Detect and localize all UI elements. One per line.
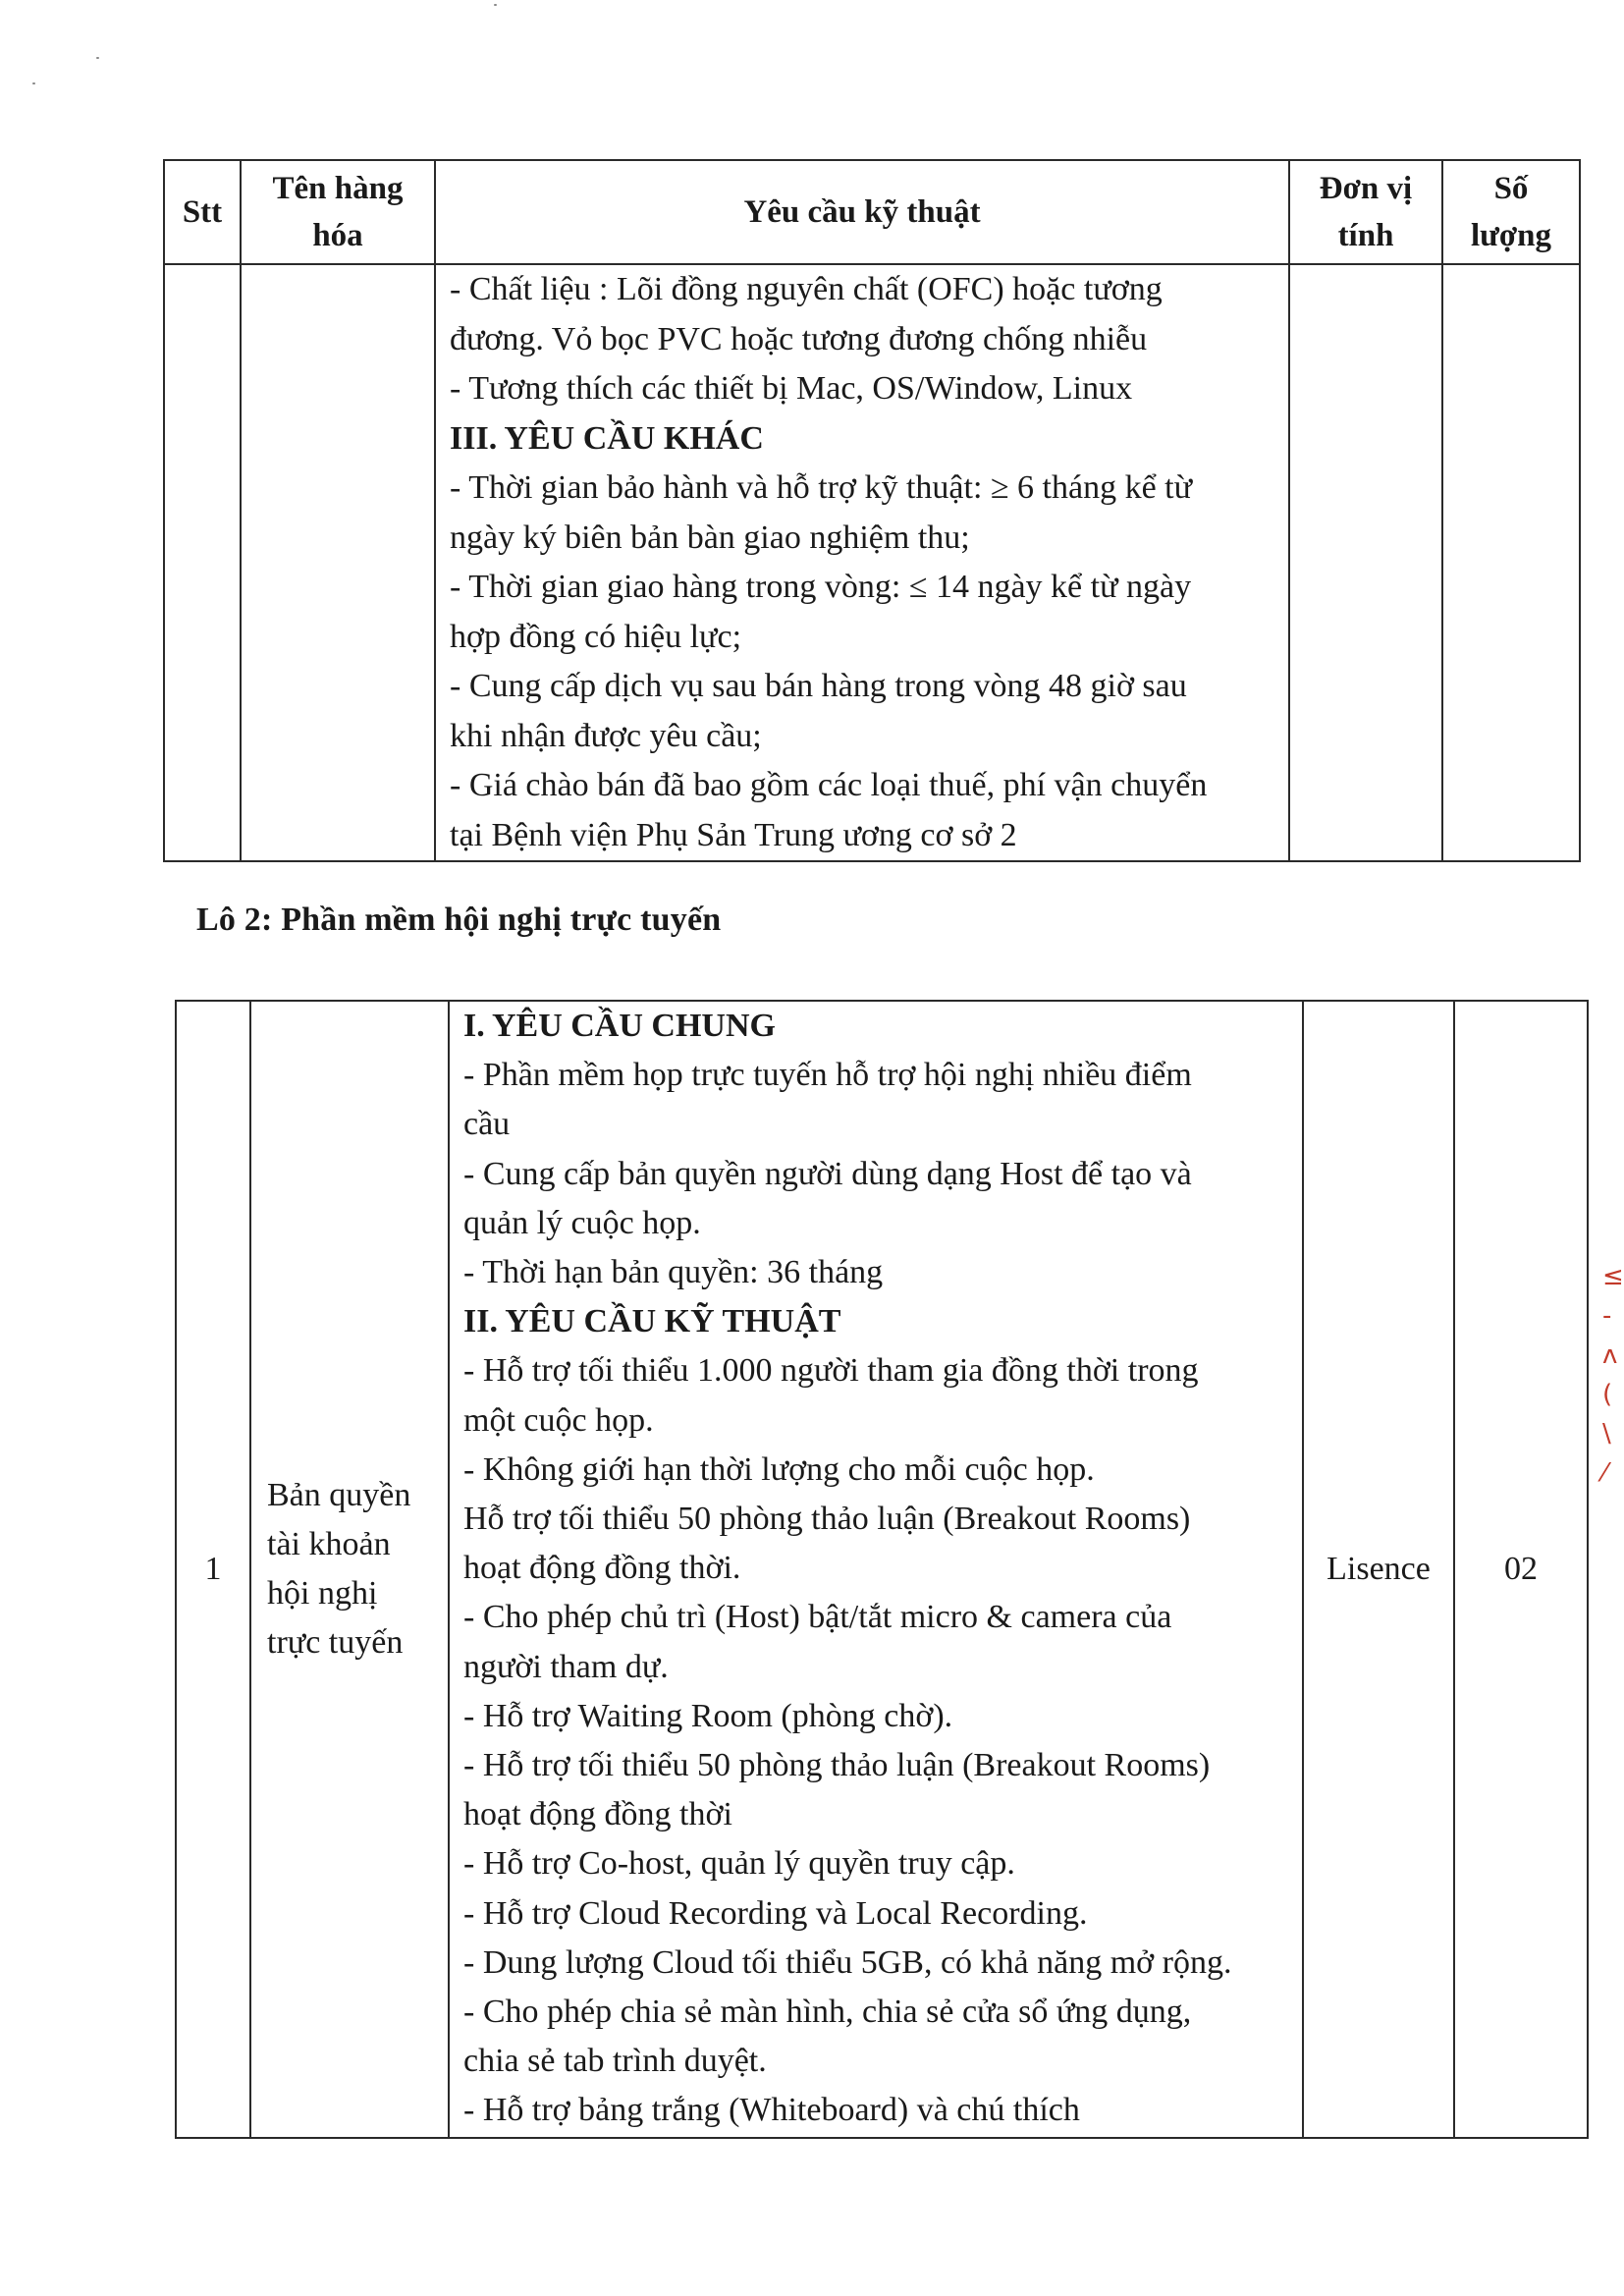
table-header-row [164, 160, 1580, 264]
spec-line: - Tương thích các thiết bị Mac, OS/Window, Linux [450, 370, 1133, 407]
spec-lines [450, 265, 1278, 860]
header-item-name: Tên hàng hóa [241, 160, 435, 264]
spec-line: - Cho phép chia sẻ màn hình, chia sẻ cửa sổ ứng dụng, [463, 1994, 1192, 2031]
spec-line: - Phần mềm họp trực tuyến hỗ trợ hội nghị nhiều điểm [463, 1057, 1192, 1094]
table-row [164, 264, 1580, 861]
quantity-cell: 02 [1454, 1001, 1588, 2138]
table-row [176, 1001, 1588, 2138]
spec-line: hoạt động đồng thời. [463, 1550, 741, 1587]
scan-speck [32, 82, 35, 84]
spec-cell [449, 1001, 1303, 2138]
spec-line: quản lý cuộc họp. [463, 1204, 701, 1241]
item-name-line: Bản quyền [267, 1477, 411, 1513]
spec-line: khi nhận được yêu cầu; [450, 717, 762, 754]
unit-cell [1289, 264, 1442, 861]
spec-line: - Hỗ trợ Co-host, quản lý quyền truy cập. [463, 1845, 1015, 1883]
spec-line: - Cung cấp bản quyền người dùng dạng Host để tạo và [463, 1155, 1192, 1192]
item-name-cell [250, 1001, 449, 2138]
spec-line: - Hỗ trợ Cloud Recording và Local Recording. [463, 1894, 1088, 1932]
spec-line: - Hỗ trợ Waiting Room (phòng chờ). [463, 1697, 953, 1734]
spec-line: - Thời gian giao hàng trong vòng: ≤ 14 ngày kể từ ngày [450, 569, 1192, 605]
spec-line: cầu [463, 1106, 511, 1143]
spec-line: - Thời hạn bản quyền: 36 tháng [463, 1254, 884, 1291]
stamp-mark: ⁄ [1602, 1458, 1607, 1488]
spec-line: - Chất liệu : Lõi đồng nguyên chất (OFC) hoặc tương [450, 271, 1163, 307]
stamp-mark: ≤ [1602, 1262, 1624, 1291]
spec-line: - Hỗ trợ tối thiểu 50 phòng thảo luận (Breakout Rooms) [463, 1747, 1211, 1784]
spec-section-heading: I. YÊU CẦU CHUNG [463, 1008, 776, 1044]
item-name-cell [241, 264, 435, 861]
spec-line: - Thời gian bảo hành và hỗ trợ kỹ thuật: ≥ 6 tháng kể từ [450, 469, 1193, 506]
spec-line: - Giá chào bán đã bao gồm các loại thuế, phí vận chuyển [450, 767, 1208, 803]
stamp-mark: \ [1602, 1419, 1611, 1449]
header-quantity: Số lượng [1442, 160, 1580, 264]
stt-cell [164, 264, 241, 861]
stamp-mark: ( [1602, 1380, 1613, 1409]
scan-speck [494, 4, 497, 6]
spec-section-heading: III. YÊU CẦU KHÁC [450, 419, 764, 457]
spec-line: chia sẻ tab trình duyệt. [463, 2043, 767, 2080]
quantity-cell [1442, 264, 1580, 861]
header-unit: Đơn vị tính [1289, 160, 1442, 264]
unit-cell: Lisence [1303, 1001, 1454, 2138]
spec-line: - Hỗ trợ tối thiểu 1.000 người tham gia đồng thời trong [463, 1352, 1199, 1390]
spec-line: Hỗ trợ tối thiểu 50 phòng thảo luận (Breakout Rooms) [463, 1501, 1191, 1538]
spec-line: tại Bệnh viện Phụ Sản Trung ương cơ sở 2 [450, 816, 1017, 853]
requirements-table-continued [163, 159, 1581, 862]
stamp-edge-marks [1602, 1257, 1624, 1512]
lot-2-requirements-table [175, 1000, 1589, 2139]
spec-line: - Hỗ trợ bảng trắng (Whiteboard) và chú thích [463, 2092, 1080, 2129]
spec-line: - Dung lượng Cloud tối thiểu 5GB, có khả năng mở rộng. [463, 1943, 1232, 1981]
spec-line: một cuộc họp. [463, 1401, 654, 1439]
lot-2-title: Lô 2: Phần mềm hội nghị trực tuyến [196, 902, 722, 938]
stt-cell: 1 [176, 1001, 250, 2138]
scan-speck [96, 57, 99, 59]
spec-line: đương. Vỏ bọc PVC hoặc tương đương chống nhiễu [450, 320, 1148, 357]
item-name-line: tài khoản [267, 1526, 391, 1562]
stamp-mark: - [1602, 1301, 1612, 1331]
header-stt: Stt [164, 160, 241, 264]
item-name-line: trực tuyến [267, 1624, 404, 1661]
spec-line: người tham dự. [463, 1648, 669, 1685]
spec-section-heading: II. YÊU CẦU KỸ THUẬT [463, 1303, 841, 1340]
spec-line: - Cung cấp dịch vụ sau bán hàng trong vòng 48 giờ sau [450, 668, 1187, 704]
spec-line: - Không giới hạn thời lượng cho mỗi cuộc họp. [463, 1450, 1095, 1488]
spec-cell [435, 264, 1289, 861]
spec-lines [463, 1002, 1292, 2136]
header-technical-requirements: Yêu cầu kỹ thuật [435, 160, 1289, 264]
spec-line: hoạt động đồng thời [463, 1796, 732, 1833]
spec-line: - Cho phép chủ trì (Host) bật/tắt micro & camera của [463, 1599, 1172, 1636]
stamp-mark: ʌ [1602, 1340, 1618, 1370]
item-name-line: hội nghị [267, 1575, 378, 1612]
spec-line: ngày ký biên bản bàn giao nghiệm thu; [450, 519, 970, 556]
spec-line: hợp đồng có hiệu lực; [450, 618, 742, 655]
